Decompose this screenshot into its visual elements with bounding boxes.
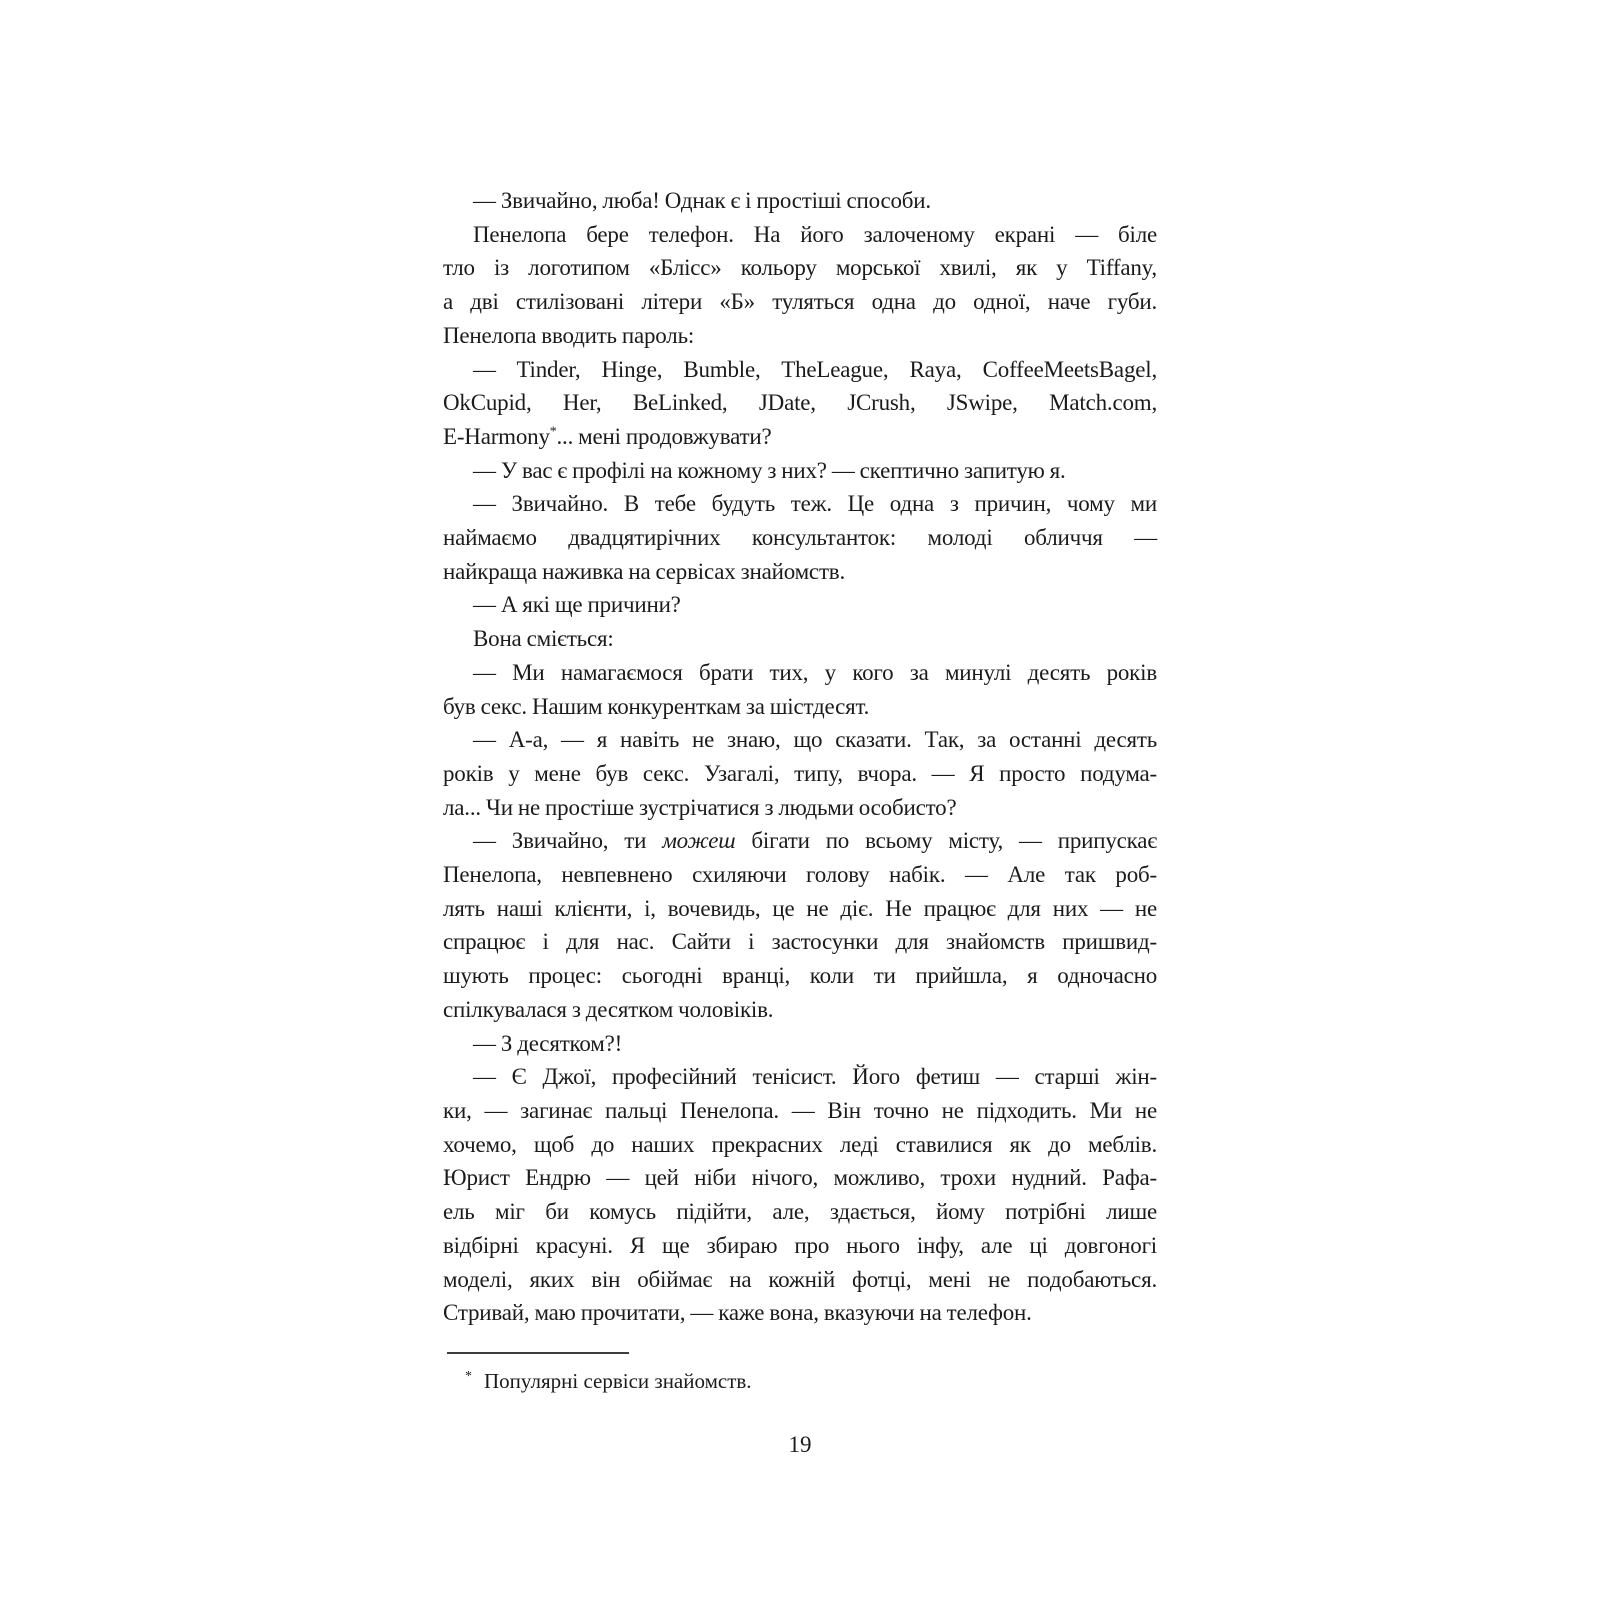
text-line (443, 959, 1157, 993)
text-line (443, 319, 1157, 353)
text-line (443, 184, 1157, 218)
text-line (443, 791, 1157, 825)
paragraph (443, 824, 1157, 1026)
text-segment: років у мене був секс. Узагалі, типу, вчора. — Я просто подума- (443, 760, 1157, 786)
text-segment: шують процес: сьогодні вранці, коли ти прийшла, я одночасно (443, 963, 1157, 989)
text-segment: Вона сміється: (473, 626, 614, 652)
text-segment: — Ми намагаємося брати тих, у кого за минулі десять років (473, 659, 1157, 685)
text-line (443, 1161, 1157, 1195)
paragraph (443, 723, 1157, 824)
text-segment: — Звичайно, ти (473, 828, 663, 854)
text-line (443, 1128, 1157, 1162)
text-line (443, 757, 1157, 791)
text-line (443, 555, 1157, 589)
footnote-rule (447, 1352, 629, 1354)
text-segment: спілкувалася з десятком чоловіків. (443, 996, 774, 1022)
text-segment: Юрист Ендрю — цей ніби нічого, можливо, трохи нудний. Рафа- (443, 1165, 1157, 1191)
page-number: 19 (788, 1432, 812, 1457)
text-segment: OkCupid, Her, BeLinked, JDate, JCrush, JSwipe, Match.com, (443, 390, 1157, 416)
text-line (443, 892, 1157, 926)
paragraph (443, 656, 1157, 723)
text-line (443, 1027, 1157, 1061)
paragraph (443, 1060, 1157, 1330)
text-line (443, 723, 1157, 757)
footnote-ref-asterisk: * (549, 423, 557, 439)
text-segment: — А які ще причини? (473, 592, 681, 618)
paragraph (443, 454, 1157, 488)
text-line (443, 1296, 1157, 1330)
footnote-marker: * (465, 1369, 472, 1384)
text-segment: бігати по всьому місту, — припускає (735, 828, 1157, 854)
text-line (443, 1094, 1157, 1128)
text-line (443, 1195, 1157, 1229)
footnote (443, 1352, 1157, 1394)
text-line (443, 824, 1157, 858)
text-segment: ла... Чи не простіше зустрічатися з людьми особисто? (443, 794, 957, 820)
text-segment: найкраща наживка на сервісах знайомств. (443, 558, 845, 584)
text-segment: моделі, яких він обіймає на кожній фотці, мені не подобаються. (443, 1266, 1157, 1292)
text-line (443, 487, 1157, 521)
text-segment: — Tinder, Hinge, Bumble, TheLeague, Raya, CoffeeMeetsBagel, (473, 356, 1157, 382)
text-segment: Пенелопа вводить пароль: (443, 322, 695, 348)
paragraph (443, 622, 1157, 656)
paragraph (443, 487, 1157, 588)
text-segment: а дві стилізовані літери «Б» туляться одна до одної, наче губи. (443, 289, 1157, 315)
text-segment: Пенелопа бере телефон. На його залоченому екрані — біле (473, 221, 1157, 247)
text-line (443, 1060, 1157, 1094)
text-line (443, 858, 1157, 892)
paragraph (443, 588, 1157, 622)
text-line (443, 218, 1157, 252)
text-line (443, 353, 1157, 387)
text-segment: — А-а, — я навіть не знаю, що сказати. Так, за останні десять (473, 727, 1157, 753)
text-line (443, 925, 1157, 959)
paragraph (443, 218, 1157, 353)
text-line (443, 993, 1157, 1027)
text-segment: спрацює і для нас. Сайти і застосунки для знайомств пришвид- (443, 929, 1157, 955)
text-line (443, 521, 1157, 555)
text-segment: — Звичайно. В тебе будуть теж. Це одна з причин, чому ми (473, 491, 1157, 517)
text-segment: хочемо, щоб до наших прекрасних леді ставилися як до меблів. (443, 1131, 1157, 1157)
text-line (443, 386, 1157, 420)
text-segment: ... мені продовжувати? (556, 423, 772, 449)
text-segment: лять наші клієнти, і, вочевидь, це не діє. Не працює для них — не (443, 895, 1157, 921)
text-line (443, 690, 1157, 724)
paragraph (443, 1027, 1157, 1061)
text-segment: Пенелопа, невпевнено схиляючи голову набік. — Але так роб- (443, 862, 1157, 888)
paragraph (443, 184, 1157, 218)
text-segment: був секс. Нашим конкуренткам за шістдесят. (443, 693, 870, 719)
text-line (443, 622, 1157, 656)
text-line (443, 285, 1157, 319)
text-line (443, 251, 1157, 285)
footnote-text (443, 1364, 1157, 1394)
text-line (443, 454, 1157, 488)
emphasized-text: можеш (662, 828, 736, 854)
text-segment: ки, — загинає пальці Пенелопа. — Він точно не підходить. Ми не (443, 1097, 1157, 1123)
text-segment: відбірні красуні. Я ще збираю про нього інфу, але ці довгоногі (443, 1232, 1157, 1258)
text-line (443, 1229, 1157, 1263)
text-line (443, 1263, 1157, 1297)
text-segment: E-Harmony (443, 423, 550, 449)
footnote-label: Популярні сервіси знайомств. (484, 1369, 752, 1393)
text-line (443, 588, 1157, 622)
paragraph (443, 353, 1157, 454)
text-line (443, 420, 1157, 454)
text-segment: — З десятком?! (473, 1030, 623, 1056)
text-segment: Стривай, маю прочитати, — каже вона, вказуючи на телефон. (443, 1300, 1032, 1326)
text-line (443, 656, 1157, 690)
text-segment: — У вас є профілі на кожному з них? — скептично запитую я. (473, 457, 1066, 483)
text-segment: ель міг би комусь підійти, але, здається, йому потрібні лише (443, 1199, 1157, 1225)
text-segment: — Є Джої, професійний тенісист. Його фетиш — старші жін- (473, 1064, 1157, 1090)
text-segment: наймаємо двадцятирічних консультанток: молоді обличчя — (443, 525, 1157, 551)
text-segment: — Звичайно, люба! Однак є і простіші способи. (473, 188, 931, 213)
text-segment: тло із логотипом «Блісс» кольору морської хвилі, як у Tiffany, (443, 255, 1157, 281)
text-block (443, 184, 1157, 1330)
